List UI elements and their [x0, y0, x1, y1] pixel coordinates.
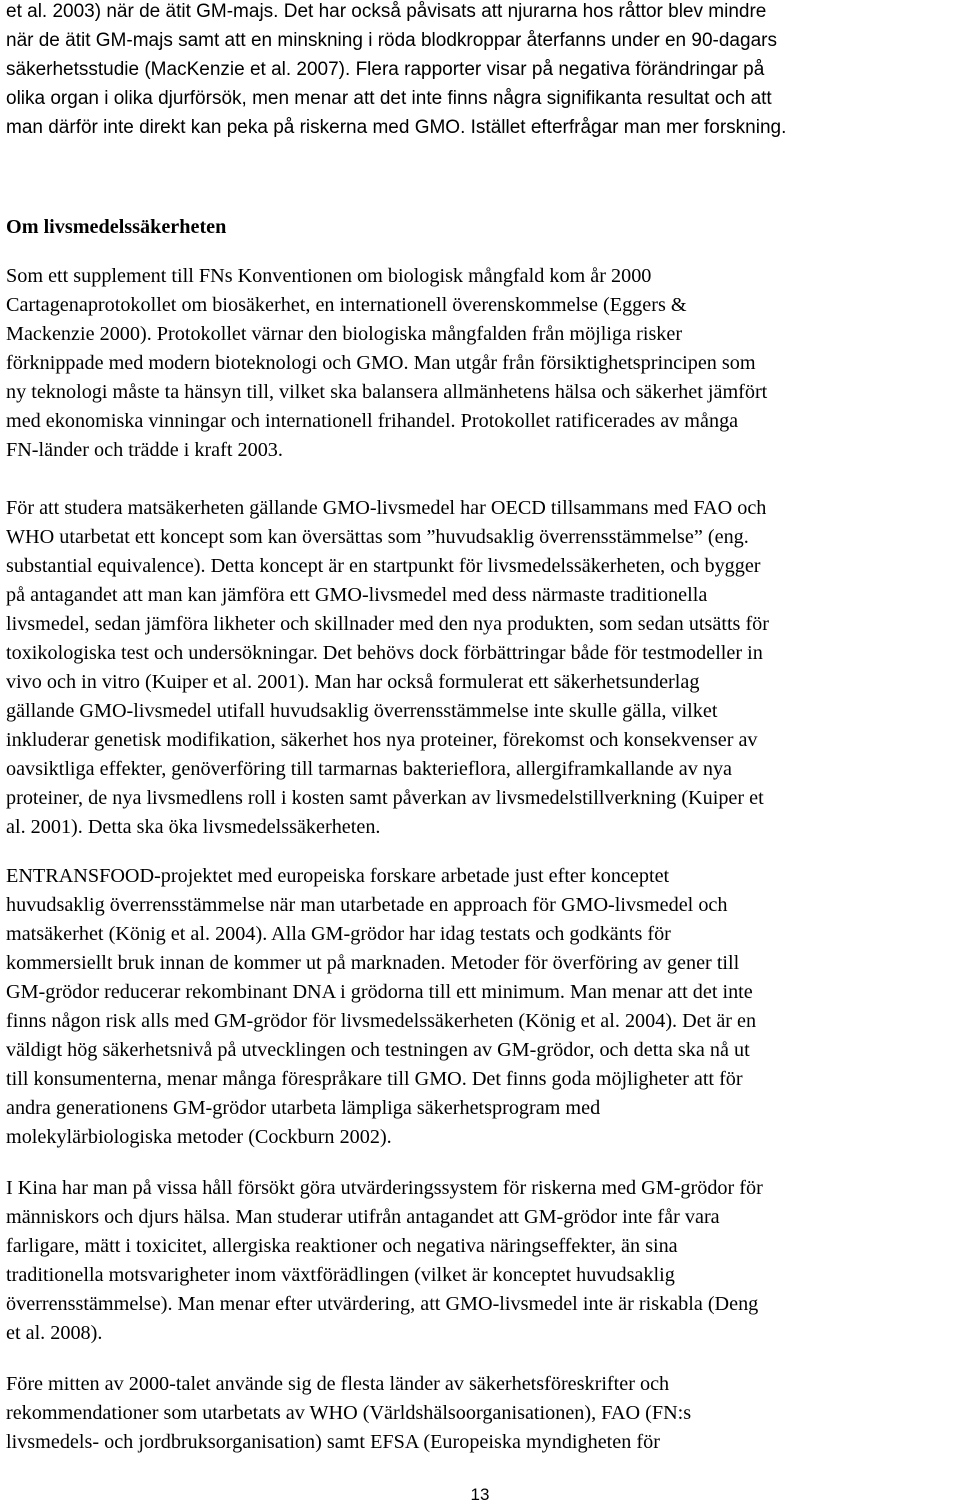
text-line: gällande GMO-livsmedel utifall huvudsaklig överrensstämmelse inte skulle gälla, vilket [6, 700, 718, 722]
text-line: människors och djurs hälsa. Man studerar utifrån antagandet att GM-grödor inte får vara [6, 1206, 720, 1228]
text-line: kommersiellt bruk innan de kommer ut på marknaden. Metoder för överföring av gener till [6, 952, 740, 974]
text-line: matsäkerhet (König et al. 2004). Alla GM-grödor har idag testats och godkänts för [6, 923, 671, 945]
text-line: ny teknologi måste ta hänsyn till, vilket ska balansera allmänhetens hälsa och säkerhet jämfört [6, 381, 768, 403]
intro-paragraph [6, 0, 954, 142]
text-line: WHO utarbetat ett koncept som kan översättas som ”huvudsaklig överrensstämmelse” (eng. [6, 526, 749, 548]
text-line: när de ätit GM-majs samt att en minskning i röda blodkroppar återfanns under en 90-dagars [6, 30, 777, 51]
text-line: Som ett supplement till FNs Konventionen om biologisk mångfald kom år 2000 [6, 265, 652, 287]
text-line: För att studera matsäkerheten gällande GMO-livsmedel har OECD tillsammans med FAO och [6, 497, 767, 519]
text-line: livsmedel, sedan jämföra likheter och skillnader med den nya produkten, som sedan utsätts för [6, 613, 769, 635]
text-line: substantial equivalence). Detta koncept är en startpunkt för livsmedelssäkerheten, och bygger [6, 555, 761, 577]
text-line: med ekonomiska vinningar och internationell frihandel. Protokollet ratificerades av många [6, 410, 739, 432]
text-line: Cartagenaprotokollet om biosäkerhet, en internationell överenskommelse (Eggers & [6, 294, 687, 316]
text-line: farligare, mätt i toxicitet, allergiska reaktioner och negativa näringseffekter, än sina [6, 1235, 678, 1257]
text-line: et al. 2008). [6, 1322, 103, 1344]
text-line: al. 2001). Detta ska öka livsmedelssäkerheten. [6, 816, 381, 838]
text-line: Före mitten av 2000-talet använde sig de flesta länder av säkerhetsföreskrifter och [6, 1373, 670, 1395]
text-line: till konsumenterna, menar många förespråkare till GMO. Det finns goda möjligheter att för [6, 1068, 743, 1090]
section-heading: Om livsmedelssäkerheten [6, 216, 227, 238]
text-line: på antagandet att man kan jämföra ett GMO-livsmedel med dess närmaste traditionella [6, 584, 708, 606]
text-line: förknippade med modern bioteknologi och GMO. Man utgår från försiktighetsprincipen som [6, 352, 756, 374]
text-line: ENTRANSFOOD-projektet med europeiska forskare arbetade just efter konceptet [6, 865, 670, 887]
paragraph-entransfood [6, 862, 954, 1152]
text-line: huvudsaklig överrensstämmelse när man utarbetade en approach för GMO-livsmedel och [6, 894, 728, 916]
text-line: proteiner, de nya livsmedlens roll i kosten samt påverkan av livsmedelstillverkning (Kuiper et [6, 787, 764, 809]
text-line: Mackenzie 2000). Protokollet värnar den biologiska mångfalden från möjliga risker [6, 323, 683, 345]
paragraph-fore-mitten [6, 1370, 954, 1457]
text-line: inkluderar genetisk modifikation, säkerhet hos nya proteiner, förekomst och konsekvenser av [6, 729, 758, 751]
text-line: GM-grödor reducerar rekombinant DNA i grödorna till ett minimum. Man menar att det inte [6, 981, 753, 1003]
text-line: vivo och in vitro (Kuiper et al. 2001). Man har också formulerat ett säkerhetsunderlag [6, 671, 700, 693]
paragraph-oecd [6, 494, 954, 842]
text-line: andra generationens GM-grödor utarbeta lämpliga säkerhetsprogram med [6, 1097, 601, 1119]
text-line: traditionella motsvarigheter inom växtförädlingen (vilket är konceptet huvudsaklig [6, 1264, 675, 1286]
text-line: molekylärbiologiska metoder (Cockburn 2002). [6, 1126, 392, 1148]
text-line: FN-länder och trädde i kraft 2003. [6, 439, 283, 461]
text-line: väldigt hög säkerhetsnivå på utvecklingen och testningen av GM-grödor, och detta ska nå ut [6, 1039, 750, 1061]
paragraph-cartagena [6, 262, 954, 465]
paragraph-kina [6, 1174, 954, 1348]
text-line: toxikologiska test och undersökningar. Det behövs dock förbättringar både för testmodeller in [6, 642, 763, 664]
text-line: rekommendationer som utarbetats av WHO (Världshälsoorganisationen), FAO (FN:s [6, 1402, 692, 1424]
text-line: säkerhetsstudie (MacKenzie et al. 2007). Flera rapporter visar på negativa förändringar på [6, 59, 765, 80]
text-line: överrensstämmelse). Man menar efter utvärdering, att GMO-livsmedel inte är riskabla (Deng [6, 1293, 759, 1315]
page-number: 13 [470, 1485, 490, 1504]
text-line: olika organ i olika djurförsök, men menar att det inte finns några signifikanta resultat och att [6, 88, 772, 109]
text-line: et al. 2003) när de ätit GM-majs. Det har också påvisats att njurarna hos råttor blev mindre [6, 1, 767, 22]
text-line: I Kina har man på vissa håll försökt göra utvärderingssystem för riskerna med GM-grödor för [6, 1177, 763, 1199]
text-line: livsmedels- och jordbruksorganisation) samt EFSA (Europeiska myndigheten för [6, 1431, 660, 1453]
text-line: man därför inte direkt kan peka på riskerna med GMO. Istället efterfrågar man mer forskning. [6, 117, 787, 138]
text-line: finns någon risk alls med GM-grödor för livsmedelssäkerheten (König et al. 2004). Det är en [6, 1010, 757, 1032]
text-line: oavsiktliga effekter, genöverföring till tarmarnas bakterieflora, allergiframkallande av nya [6, 758, 733, 780]
